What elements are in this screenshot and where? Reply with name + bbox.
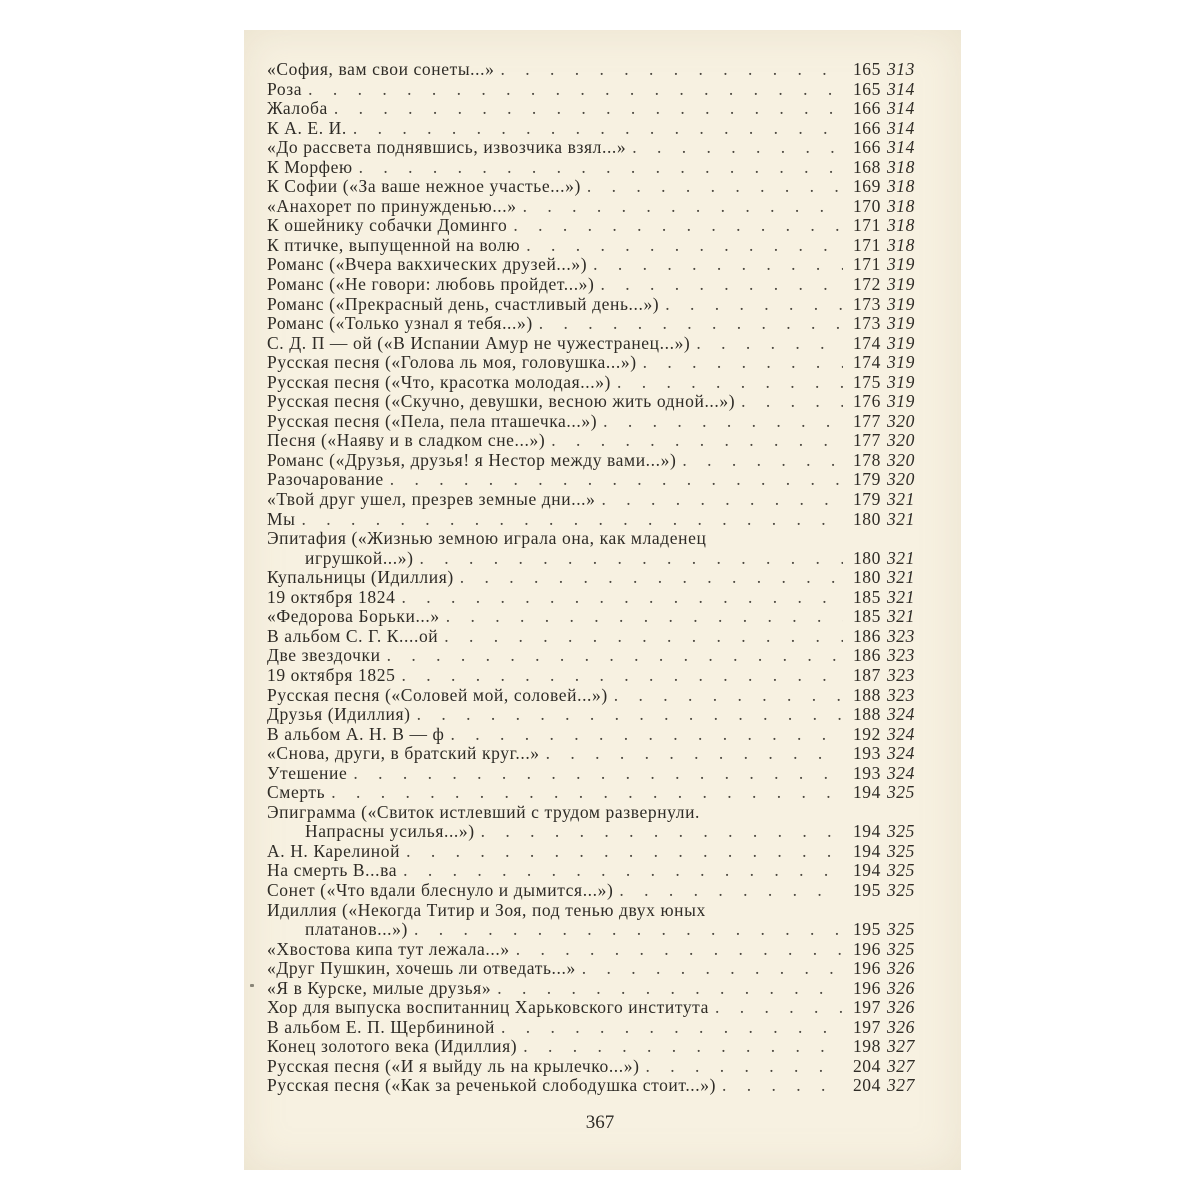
dot-leader [510, 940, 843, 960]
entry-title: Друзья (Идиллия) [267, 705, 411, 725]
entry-title: Русская песня («Скучно, девушки, весною жить одной...») [267, 392, 736, 412]
entry-title: Хор для выпуска воспитанниц Харьковского института [267, 998, 710, 1018]
toc-entry [267, 783, 915, 803]
entry-title: Русская песня («Как за реченькой слободушка стоит...») [267, 1076, 717, 1096]
table-of-contents [267, 60, 915, 1096]
entry-page-number: 175 [852, 371, 881, 392]
entry-comment-page: 318 [886, 215, 915, 236]
entry-page-number: 177 [852, 410, 881, 431]
dot-leader [709, 998, 843, 1018]
toc-entry [267, 998, 915, 1018]
toc-entry [267, 275, 915, 295]
dot-leader [400, 842, 843, 862]
entry-title: Русская песня («Голова ль моя, головушка...») [267, 353, 637, 373]
toc-entry [267, 861, 915, 881]
toc-entry [267, 236, 915, 256]
entry-title-line: Эпиграмма («Свиток истлевший с трудом развернули. [267, 802, 701, 822]
entry-title: 19 октября 1824 [267, 587, 396, 607]
dot-leader [611, 373, 843, 393]
toc-entry [267, 979, 915, 999]
dot-leader [347, 119, 843, 139]
toc-entry [267, 197, 915, 217]
entry-page-number: 171 [852, 254, 881, 275]
entry-page-number: 165 [852, 78, 881, 99]
dot-leader [690, 334, 843, 354]
dot-leader [640, 1057, 843, 1077]
entry-page-number: 194 [852, 860, 881, 881]
entry-page-number: 193 [852, 762, 881, 783]
entry-comment-page: 321 [886, 489, 915, 510]
page-number: 367 [585, 1112, 615, 1133]
entry-title [267, 529, 843, 568]
dot-leader [395, 588, 843, 608]
dot-leader [533, 314, 843, 334]
entry-comment-page: 319 [886, 274, 915, 295]
toc-entry [267, 1018, 915, 1038]
entry-title: Две звездочки [267, 646, 381, 666]
toc-entry [267, 940, 915, 960]
entry-title: С. Д. П — ой («В Испании Амур не чужестранец...») [267, 333, 691, 353]
entry-page-number: 196 [852, 977, 881, 998]
toc-entry [267, 568, 915, 588]
dot-leader [325, 783, 843, 803]
entry-page-number: 195 [852, 919, 881, 940]
entry-page-number: 180 [852, 508, 881, 529]
dot-leader [596, 490, 844, 510]
toc-entry [267, 666, 915, 686]
entry-comment-page: 319 [886, 371, 915, 392]
entry-title: «До рассвета поднявшись, извозчика взял...» [267, 138, 627, 158]
entry-title: «Федорова Борьки...» [267, 607, 440, 627]
entry-page-number: 180 [852, 567, 881, 588]
entry-comment-page: 318 [886, 195, 915, 216]
entry-page-number: 177 [852, 430, 881, 451]
toc-entry [267, 255, 915, 275]
entry-comment-page: 325 [886, 938, 915, 959]
dot-leader [302, 80, 843, 100]
entry-title: К Морфею [267, 157, 353, 177]
entry-page-number: 187 [852, 664, 881, 685]
entry-page-number: 180 [852, 547, 881, 568]
dot-leader [581, 177, 843, 197]
entry-comment-page: 314 [886, 98, 915, 119]
toc-entry [267, 80, 915, 100]
entry-page-number: 178 [852, 449, 881, 470]
entry-title: «София, вам свои сонеты...» [267, 60, 495, 79]
toc-entry [267, 901, 915, 940]
toc-entry [267, 842, 915, 862]
entry-title: Романс («Друзья, друзья! я Нестор между вами...») [267, 450, 677, 470]
entry-title: Купальницы (Идиллия) [267, 568, 454, 588]
dot-leader [545, 431, 843, 451]
toc-entry [267, 119, 915, 139]
dot-leader [384, 470, 843, 490]
toc-entry [267, 314, 915, 334]
dot-leader [397, 861, 843, 881]
toc-entry [267, 412, 915, 432]
entry-comment-page: 326 [886, 958, 915, 979]
entry-comment-page: 321 [886, 567, 915, 588]
entry-page-number: 171 [852, 215, 881, 236]
toc-entry [267, 60, 915, 80]
entry-comment-page: 324 [886, 743, 915, 764]
toc-entry [267, 451, 915, 471]
entry-comment-page: 314 [886, 117, 915, 138]
entry-title: К ошейнику собачки Доминго [267, 216, 508, 236]
toc-entry [267, 470, 915, 490]
entry-title: «Снова, други, в братский круг...» [267, 744, 540, 764]
dot-leader [517, 1037, 843, 1057]
entry-title: На смерть В...ва [267, 861, 398, 881]
entry-page-number: 185 [852, 606, 881, 627]
entry-page-number: 173 [852, 313, 881, 334]
entry-title: «Анахорет по принужденью...» [267, 196, 517, 216]
toc-entry [267, 1076, 915, 1096]
dot-leader [347, 764, 843, 784]
dot-leader [507, 216, 843, 236]
entry-page-number: 204 [852, 1055, 881, 1076]
toc-entry [267, 158, 915, 178]
entry-page-number: 165 [852, 59, 881, 79]
dot-leader [353, 158, 843, 178]
toc-entry [267, 725, 915, 745]
entry-comment-page: 324 [886, 762, 915, 783]
toc-entry [267, 529, 915, 568]
entry-comment-page: 321 [886, 547, 915, 568]
dot-leader [440, 607, 843, 627]
dot-leader [735, 392, 843, 412]
entry-page-number: 196 [852, 938, 881, 959]
entry-comment-page: 320 [886, 430, 915, 451]
toc-entry [267, 431, 915, 451]
entry-title: К Софии («За ваше нежное участье...») [267, 177, 581, 197]
entry-page-number: 179 [852, 489, 881, 510]
toc-entry [267, 138, 915, 158]
toc-entry [267, 881, 915, 901]
entry-comment-page: 319 [886, 352, 915, 373]
entry-comment-page: 326 [886, 977, 915, 998]
entry-comment-page: 319 [886, 332, 915, 353]
entry-comment-page: 319 [886, 391, 915, 412]
entry-page-number: 197 [852, 1016, 881, 1037]
dot-leader [637, 353, 843, 373]
toc-entry [267, 705, 915, 725]
entry-title: Романс («Только узнал я тебя...») [267, 314, 533, 334]
toc-entry [267, 373, 915, 393]
entry-page-number: 174 [852, 352, 881, 373]
entry-title-continuation: платанов...») [305, 919, 408, 940]
entry-page-number: 194 [852, 840, 881, 861]
entry-title: «Друг Пушкин, хочешь ли отведать...» [267, 959, 576, 979]
toc-entry [267, 216, 915, 236]
toc-entry [267, 588, 915, 608]
entry-title: Романс («Прекрасный день, счастливый день...») [267, 294, 660, 314]
entry-title: Песня («Наяву и в сладком сне...») [267, 431, 546, 451]
entry-page-number: 171 [852, 234, 881, 255]
toc-entry [267, 627, 915, 647]
dot-leader [608, 686, 843, 706]
entry-page-number: 195 [852, 879, 881, 900]
toc-entry [267, 744, 915, 764]
dot-leader [540, 744, 843, 764]
dot-leader [576, 959, 843, 979]
entry-comment-page: 324 [886, 723, 915, 744]
entry-comment-page: 314 [886, 137, 915, 158]
entry-page-number: 194 [852, 821, 881, 842]
entry-page-number: 173 [852, 293, 881, 314]
entry-title: Утешение [267, 763, 348, 783]
entry-title: Русская песня («И я выйду ль на крылечко...») [267, 1056, 640, 1076]
entry-page-number: 166 [852, 137, 881, 158]
entry-title: Русская песня («Что, красотка молодая...») [267, 372, 611, 392]
entry-page-number: 204 [852, 1075, 881, 1096]
dot-leader [587, 255, 843, 275]
toc-entry [267, 353, 915, 373]
entry-page-number: 166 [852, 117, 881, 138]
entry-title: 19 октября 1825 [267, 665, 396, 685]
entry-title: «Я в Курске, милые друзья» [267, 978, 492, 998]
entry-title: Романс («Не говори: любовь пройдет...») [267, 275, 595, 295]
dot-leader [475, 822, 843, 842]
entry-comment-page: 321 [886, 508, 915, 529]
entry-title-line: Эпитафия («Жизнью земною играла она, как младенец [267, 529, 707, 549]
paper-speck [250, 984, 254, 987]
entry-title-continuation: Напрасны усилья...») [305, 821, 475, 842]
entry-comment-page: 327 [886, 1055, 915, 1076]
entry-comment-page: 314 [886, 78, 915, 99]
entry-comment-page: 318 [886, 234, 915, 255]
entry-title [267, 803, 843, 842]
entry-page-number: 186 [852, 625, 881, 646]
entry-comment-page: 325 [886, 821, 915, 842]
toc-entry [267, 959, 915, 979]
entry-title: Русская песня («Пела, пела пташечка...») [267, 411, 598, 431]
entry-comment-page: 327 [886, 1075, 915, 1096]
entry-comment-page: 323 [886, 664, 915, 685]
toc-entry [267, 392, 915, 412]
dot-leader [381, 646, 843, 666]
entry-title [267, 901, 843, 940]
entry-title-line: Идиллия («Некогда Титир и Зоя, под тенью двух юных [267, 900, 706, 920]
entry-comment-page: 325 [886, 879, 915, 900]
toc-entry [267, 607, 915, 627]
toc-entry [267, 334, 915, 354]
entry-title: Смерть [267, 783, 326, 803]
entry-comment-page: 318 [886, 156, 915, 177]
entry-comment-page: 323 [886, 645, 915, 666]
dot-leader [494, 60, 843, 80]
entry-title: Романс («Вчера вакхических друзей...») [267, 255, 588, 275]
entry-comment-page: 323 [886, 625, 915, 646]
entry-comment-page: 323 [886, 684, 915, 705]
entry-title: К птичке, выпущенной на волю [267, 235, 521, 255]
entry-page-number: 196 [852, 958, 881, 979]
entry-page-number: 185 [852, 586, 881, 607]
entry-comment-page: 325 [886, 782, 915, 803]
dot-leader [445, 725, 844, 745]
dot-leader [676, 451, 843, 471]
entry-title: А. Н. Карелиной [267, 841, 401, 861]
toc-entry [267, 490, 915, 510]
dot-leader [716, 1076, 843, 1096]
entry-page-number: 176 [852, 391, 881, 412]
entry-page-number: 174 [852, 332, 881, 353]
dot-leader [438, 627, 843, 647]
toc-entry [267, 177, 915, 197]
entry-page-number: 194 [852, 782, 881, 803]
dot-leader [454, 568, 843, 588]
entry-comment-page: 320 [886, 449, 915, 470]
entry-comment-page: 321 [886, 586, 915, 607]
entry-comment-page: 319 [886, 313, 915, 334]
entry-title: «Твой друг ушел, презрев земные дни...» [267, 490, 596, 510]
entry-title: Сонет («Что вдали блеснуло и дымится...») [267, 880, 614, 900]
entry-title: Разочарование [267, 470, 384, 490]
dot-leader [491, 979, 843, 999]
entry-page-number: 172 [852, 274, 881, 295]
dot-leader [659, 295, 843, 315]
dot-leader [411, 705, 843, 725]
entry-page-number: 197 [852, 997, 881, 1018]
entry-title: В альбом Е. П. Щербининой [267, 1017, 495, 1037]
dot-leader [517, 197, 843, 217]
entry-page-number: 166 [852, 98, 881, 119]
dot-leader [594, 275, 843, 295]
toc-entry [267, 686, 915, 706]
toc-entry [267, 646, 915, 666]
entry-comment-page: 324 [886, 704, 915, 725]
entry-comment-page: 325 [886, 919, 915, 940]
entry-title-continuation: игрушкой...») [305, 547, 414, 568]
entry-page-number: 170 [852, 195, 881, 216]
entry-comment-page: 319 [886, 293, 915, 314]
entry-title: Жалоба [267, 99, 328, 119]
dot-leader [495, 1018, 843, 1038]
entry-page-number: 198 [852, 1036, 881, 1057]
dot-leader [296, 510, 843, 530]
entry-title: Конец золотого века (Идиллия) [267, 1037, 518, 1057]
dot-leader [613, 881, 843, 901]
entry-page-number: 179 [852, 469, 881, 490]
toc-entry [267, 1037, 915, 1057]
dot-leader [414, 549, 843, 569]
toc-entry [267, 1057, 915, 1077]
entry-comment-page: 326 [886, 1016, 915, 1037]
entry-comment-page: 320 [886, 410, 915, 431]
entry-comment-page: 320 [886, 469, 915, 490]
dot-leader [395, 666, 843, 686]
toc-entry [267, 803, 915, 842]
entry-comment-page: 325 [886, 860, 915, 881]
toc-entry [267, 99, 915, 119]
entry-title: «Хвостова кипа тут лежала...» [267, 939, 510, 959]
entry-comment-page: 327 [886, 1036, 915, 1057]
entry-page-number: 186 [852, 645, 881, 666]
entry-comment-page: 325 [886, 840, 915, 861]
entry-title: В альбом А. Н. В — ф [267, 724, 445, 744]
dot-leader [520, 236, 843, 256]
entry-page-number: 168 [852, 156, 881, 177]
entry-comment-page: 318 [886, 176, 915, 197]
dot-leader [597, 412, 843, 432]
entry-comment-page: 326 [886, 997, 915, 1018]
entry-title: Роза [267, 79, 303, 99]
entry-page-number: 169 [852, 176, 881, 197]
entry-comment-page: 321 [886, 606, 915, 627]
entry-title: Русская песня («Соловей мой, соловей...») [267, 685, 608, 705]
dot-leader [408, 920, 843, 940]
entry-page-number: 192 [852, 723, 881, 744]
entry-comment-page: 319 [886, 254, 915, 275]
entry-title: Мы [267, 509, 296, 529]
toc-entry [267, 510, 915, 530]
entry-page-number: 193 [852, 743, 881, 764]
entry-comment-page: 313 [886, 59, 915, 79]
entry-page-number: 188 [852, 704, 881, 725]
entry-title: К А. Е. И. [267, 118, 347, 138]
entry-page-number: 188 [852, 684, 881, 705]
toc-entry [267, 764, 915, 784]
entry-title: В альбом С. Г. К....ой [267, 626, 439, 646]
dot-leader [626, 138, 843, 158]
dot-leader [328, 99, 843, 119]
toc-entry [267, 295, 915, 315]
